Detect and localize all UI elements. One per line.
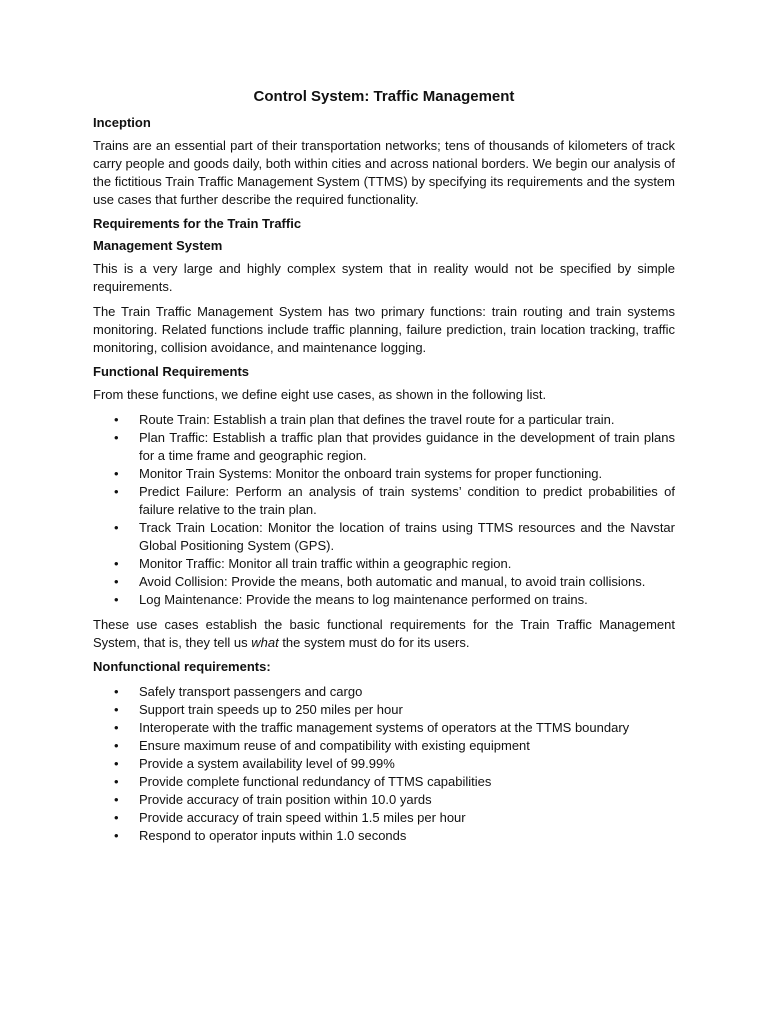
list-item-text: Provide a system availability level of 99.99% <box>139 756 395 771</box>
list-item-text: Route Train: Establish a train plan that defines the travel route for a particular train. <box>139 412 615 427</box>
list-item <box>93 519 675 555</box>
list-item <box>93 555 675 573</box>
list-item-text: Provide accuracy of train speed within 1.5 miles per hour <box>139 810 466 825</box>
list-item <box>93 737 675 755</box>
bullet-icon: • <box>114 810 119 825</box>
summary-emphasis: what <box>251 635 279 650</box>
list-item-text: Respond to operator inputs within 1.0 seconds <box>139 828 407 843</box>
list-item-text: Safely transport passengers and cargo <box>139 684 363 699</box>
list-item-text: Monitor Traffic: Monitor all train traffic within a geographic region. <box>139 556 512 571</box>
bullet-icon: • <box>114 684 119 699</box>
list-item-text: Plan Traffic: Establish a traffic plan that provides guidance in the development of train plans for a time frame and geographic region. <box>139 430 675 463</box>
list-item <box>93 573 675 591</box>
bullet-icon: • <box>114 720 119 735</box>
bullet-icon: • <box>114 738 119 753</box>
nonfunctional-list <box>93 683 675 845</box>
list-item <box>93 429 675 465</box>
bullet-icon: • <box>114 430 119 445</box>
list-item-text: Avoid Collision: Provide the means, both automatic and manual, to avoid train collisions. <box>139 574 646 589</box>
list-item-text: Monitor Train Systems: Monitor the onboard train systems for proper functioning. <box>139 466 603 481</box>
functional-requirements-heading: Functional Requirements <box>93 364 250 379</box>
list-item <box>93 827 675 845</box>
list-item <box>93 683 675 701</box>
list-item <box>93 465 675 483</box>
bullet-icon: • <box>114 702 119 717</box>
list-item <box>93 701 675 719</box>
list-item <box>93 483 675 519</box>
document-title: Control System: Traffic Management <box>253 88 515 105</box>
list-item-text: Ensure maximum reuse of and compatibility with existing equipment <box>139 738 530 753</box>
list-item <box>93 791 675 809</box>
list-item <box>93 411 675 429</box>
bullet-icon: • <box>114 556 119 571</box>
list-item <box>93 755 675 773</box>
list-item <box>93 809 675 827</box>
inception-heading: Inception <box>93 115 151 130</box>
primary-functions-paragraph: The Train Traffic Management System has two primary functions: train routing and train systems monitoring. Related functions include traffic planning, failure prediction, train location tracking, traffic monitoring, collision avoidance, and maintenance logging. <box>93 304 675 355</box>
list-item-text: Support train speeds up to 250 miles per hour <box>139 702 403 717</box>
summary-text-start: These use cases establish the basic functional requirements for the Train Traffic Management System, that is, they tell us <box>93 617 675 650</box>
bullet-icon: • <box>114 592 119 607</box>
list-item-text: Provide complete functional redundancy of TTMS capabilities <box>139 774 492 789</box>
requirements-heading-line-2: Management System <box>93 238 223 253</box>
bullet-icon: • <box>114 412 119 427</box>
list-item-text: Log Maintenance: Provide the means to log maintenance performed on trains. <box>139 592 588 607</box>
bullet-icon: • <box>114 484 119 499</box>
list-item <box>93 719 675 737</box>
summary-text-end: the system must do for its users. <box>278 635 470 650</box>
list-item-text: Predict Failure: Perform an analysis of train systems’ condition to predict probabilities of failure relative to the train plan. <box>139 484 675 517</box>
nonfunctional-requirements-heading: Nonfunctional requirements: <box>93 659 271 674</box>
bullet-icon: • <box>114 756 119 771</box>
use-case-summary <box>93 616 675 652</box>
use-cases-intro: From these functions, we define eight use cases, as shown in the following list. <box>93 387 547 402</box>
bullet-icon: • <box>114 520 119 535</box>
list-item-text: Provide accuracy of train position within 10.0 yards <box>139 792 432 807</box>
inception-paragraph: Trains are an essential part of their transportation networks; tens of thousands of kilometers of track carry people and goods daily, both within cities and across national borders. We begin our analysis of the fictitious Train Traffic Management System (TTMS) by specifying its requirements and the system use cases that further describe the required functionality. <box>93 138 675 207</box>
list-item-text: Track Train Location: Monitor the location of trains using TTMS resources and the Navstar Global Positioning System (GPS). <box>139 520 675 553</box>
bullet-icon: • <box>114 574 119 589</box>
list-item-text: Interoperate with the traffic management systems of operators at the TTMS boundary <box>139 720 630 735</box>
complexity-paragraph: This is a very large and highly complex system that in reality would not be specified by simple requirements. <box>93 261 675 294</box>
requirements-heading-line-1: Requirements for the Train Traffic <box>93 216 302 231</box>
list-item <box>93 773 675 791</box>
bullet-icon: • <box>114 828 119 843</box>
use-case-list <box>93 411 675 609</box>
bullet-icon: • <box>114 774 119 789</box>
bullet-icon: • <box>114 792 119 807</box>
list-item <box>93 591 675 609</box>
bullet-icon: • <box>114 466 119 481</box>
